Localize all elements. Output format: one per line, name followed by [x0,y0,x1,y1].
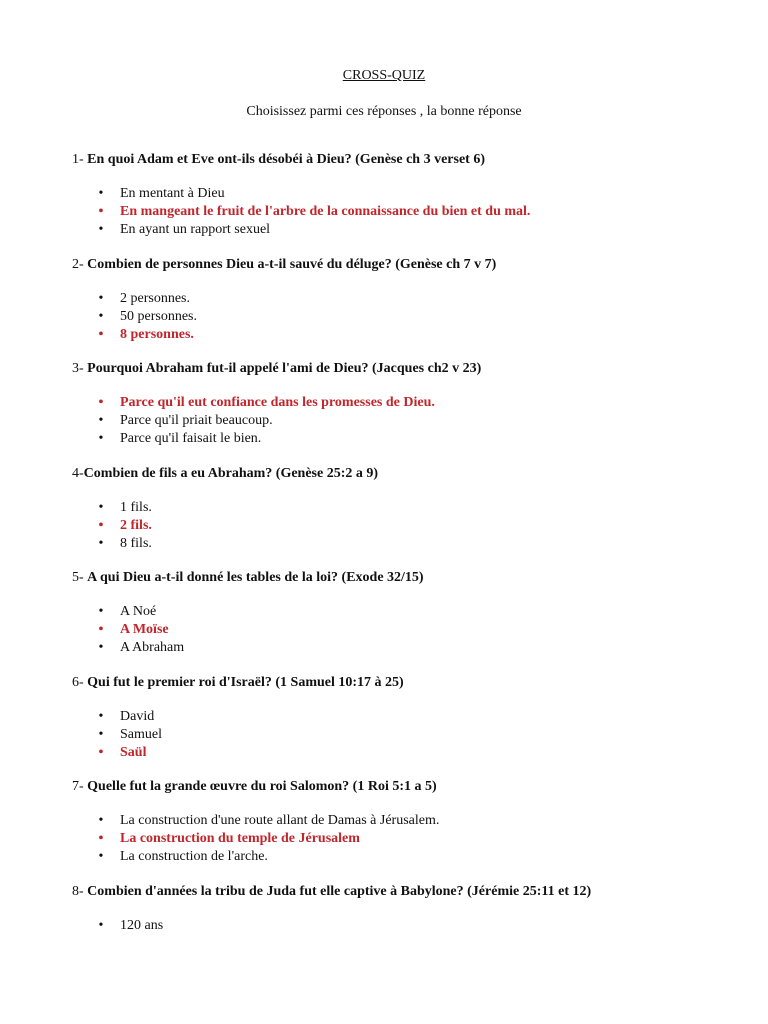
bullet-icon: • [98,622,104,637]
question-text: En quoi Adam et Eve ont-ils désobéi à Dieu? (Genèse ch 3 verset 6) [87,152,485,167]
answer-text: 8 personnes. [120,326,194,342]
answer-text: Saül [120,744,147,760]
answer-text: Parce qu'il faisait le bien. [120,431,262,446]
question-number: 4- [72,465,84,481]
bullet-icon: • [98,708,104,724]
answer-text: La construction du temple de Jérusalem [120,831,360,846]
bullet-icon: • [98,726,104,742]
answer-item-correct [0,621,768,639]
answer-text: En mangeant le fruit de l'arbre de la connaissance du bien et du mal. [120,204,531,219]
answer-list [0,394,768,448]
answer-item [0,708,768,726]
answer-item-correct [0,203,768,221]
question-7 [72,779,732,795]
document-subtitle: Choisissez parmi ces réponses , la bonne réponse [246,104,522,119]
bullet-icon: • [98,204,104,219]
answer-item [0,430,768,448]
question-number: 2- [72,256,88,272]
bullet-icon: • [98,535,104,551]
question-number: 3- [72,361,88,376]
bullet-icon: • [98,431,104,446]
answer-text: 2 fils. [120,517,152,533]
question-8 [72,884,732,900]
question-text: Combien d'années la tribu de Juda fut elle captive à Babylone? (Jérémie 25:11 et 12) [87,883,592,899]
answer-item [0,639,768,657]
answer-item [0,290,768,308]
answer-text: David [120,708,155,724]
answer-item [0,848,768,866]
answer-text: 50 personnes. [120,308,197,324]
bullet-icon: • [98,395,104,410]
answer-item-correct [0,744,768,762]
answer-list [0,708,768,762]
answer-text: En ayant un rapport sexuel [120,222,271,237]
bullet-icon: • [98,517,104,533]
bullet-icon: • [98,849,104,864]
answer-text: Samuel [120,726,162,742]
question-5 [72,570,732,586]
bullet-icon: • [98,831,104,846]
answer-item-correct [0,394,768,412]
answer-item [0,412,768,430]
answer-item-correct [0,326,768,344]
answer-text: 120 ans [120,917,164,933]
question-3 [72,361,732,377]
question-text: Combien de personnes Dieu a-t-il sauvé du déluge? (Genèse ch 7 v 7) [87,256,497,272]
answer-list [0,812,768,866]
bullet-icon: • [98,326,104,342]
answer-item [0,603,768,621]
question-number: 5- [72,570,88,585]
question-number: 7- [72,779,88,794]
bullet-icon: • [98,413,104,428]
bullet-icon: • [98,222,104,237]
answer-item [0,812,768,830]
answer-list [0,185,768,239]
answer-text: 2 personnes. [120,290,190,306]
document-title: CROSS-QUIZ [342,68,426,83]
answer-list [0,917,768,935]
answer-text: La construction d'une route allant de Damas à Jérusalem. [120,813,440,828]
answer-item-correct [0,830,768,848]
bullet-icon: • [98,290,104,306]
question-text: Pourquoi Abraham fut-il appelé l'ami de Dieu? (Jacques ch2 v 23) [87,361,482,376]
bullet-icon: • [98,499,104,515]
question-number: 6- [72,674,88,690]
answer-text: En mentant à Dieu [120,186,225,201]
question-number: 1- [72,152,88,167]
answer-text: Parce qu'il eut confiance dans les promesses de Dieu. [120,395,435,410]
answer-item-correct [0,517,768,535]
answer-list [0,603,768,657]
answer-item [0,499,768,517]
answer-item [0,221,768,239]
answer-item [0,726,768,744]
answer-item [0,185,768,203]
question-1 [72,152,732,168]
bullet-icon: • [98,813,104,828]
answer-text: 8 fils. [120,535,152,551]
answer-item [0,535,768,553]
question-6 [72,675,732,691]
question-text: A qui Dieu a-t-il donné les tables de la loi? (Exode 32/15) [87,570,424,585]
bullet-icon: • [98,604,104,619]
bullet-icon: • [98,308,104,324]
question-text: Combien de fils a eu Abraham? (Genèse 25:2 a 9) [83,465,379,481]
answer-text: A Noé [120,604,157,619]
bullet-icon: • [98,640,104,655]
question-text: Qui fut le premier roi d'Israël? (1 Samuel 10:17 à 25) [87,674,404,690]
answer-text: A Moïse [120,622,169,637]
answer-item [0,308,768,326]
question-number: 8- [72,883,88,899]
bullet-icon: • [98,917,104,933]
question-4 [72,466,732,482]
answer-item [0,917,768,935]
question-2 [72,257,732,273]
answer-text: Parce qu'il priait beaucoup. [120,413,273,428]
bullet-icon: • [98,744,104,760]
bullet-icon: • [98,186,104,201]
answer-text: La construction de l'arche. [120,849,268,864]
question-text: Quelle fut la grande œuvre du roi Salomon? (1 Roi 5:1 a 5) [87,779,437,794]
answer-text: A Abraham [120,640,185,655]
answer-list [0,290,768,344]
answer-text: 1 fils. [120,499,152,515]
answer-list [0,499,768,553]
